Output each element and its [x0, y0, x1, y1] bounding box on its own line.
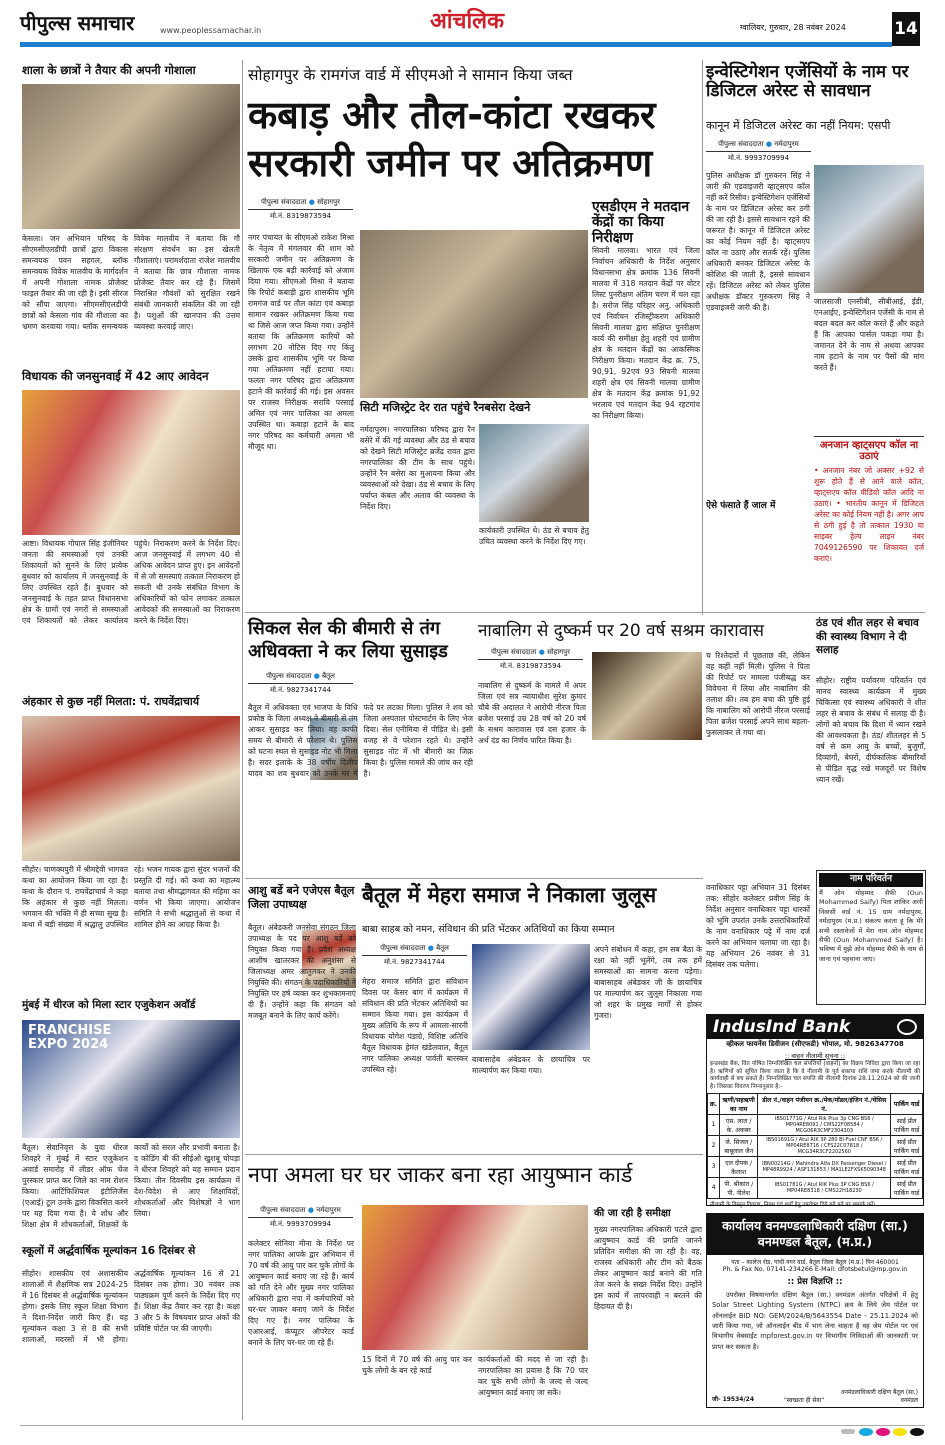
award-body: बैतूल। सेवानिवृत्त के युवा धीरज शिवहरे ने मुंबई में स्टार एजुकेशन अवार्ड समारोह में लीडर ऑफ चेंज पुरस्कार प्राप्त कर जिले का नाम रोशन किया। आर्टिफिशियल इंटीलिजेंस (एआई) टूल उनके द्वारा विकसित करने पर यह दिया गया है। ये शोध और शिक्षा क्षेत्र में शोधकर्ताओं, शिक्षकों के कार्यों को सरल और प्रभावी बनाता है। द कोडिंग बी की सीईओ खुशबू चोपड़ा ने धीरज शिवहरे को यह सम्मान प्रदान किया। तीन दिवसीय इस कार्यक्रम में देश-विदेश से आए शिक्षाविदों, शोधकर्ताओं और विशेषज्ञों ने भाग लिया।	[22, 1143, 240, 1229]
lead-photo	[360, 230, 588, 398]
byline-mobile: मो.नं. 9993709994	[727, 154, 790, 162]
rainbasera-body: नर्मदापुरम। नगरपालिका परिषद द्वारा रैन बसेरे में की गई व्यवस्था और ठंड से बचाव को देखने सिटी मजिस्ट्रेट ब्रजेंद्र रावत द्वारा नगरपालिका की टीम के साथ पहुंचे। उन्होंने रैन बसेरा का मुआयना किया और व्यवस्थाओं को देखा। ठंड से बचाव के लिए पर्याप्त कंबल और अलाव की व्यवस्था के निर्देश दिए।	[360, 425, 475, 511]
forest-ad-body: उपरोक्त विषयान्तर्गत दक्षिण बैतूल (सा.) वनमंडल अंतर्गत परिक्षेत्रों में हेतु Solar Street Lighting System (NTPC) क्रय के लिये जेम पोर्टल पर ऑनलाईन BID NO: GEM/2024/B/5643554 Date - 25.11.2024 को जारी किया गया, जो ऑनलाईन बीड में भाग लेना चाहता है वह जेम पोर्टल पर एवं विभागीय वेबसाईट mpforest.gov.in पर विभागीय निविदाओं की जानकारी पर प्राप्त कर सकता है।	[712, 1290, 918, 1351]
byline-place: सोहागपुर	[547, 648, 570, 656]
van-adhikar-body: वनाधिकार पट्टा अभियान 31 दिसंबर तक: सीहोर कलेक्टर प्रवीण सिंह के निर्देश अनुसार वनाधिकार पट्टा धारकों को भूमि उपरांत उनके उत्तराधिकारियों के नाम वनाधिकार पट्टे में नाम दर्ज करने का अभियान चलाया जा रहा है। यह अभियान 26 नवंबर से 31 दिसंबर तक चलेगा।	[706, 883, 810, 969]
website-link[interactable]: www.peoplessamachar.in	[160, 26, 262, 35]
digital-arrest-body: पुलिस अधीक्षक डॉ गुरुकरन सिंह ने जारी की एडवाइजरी व्हाट्सएप कॉल नहीं करें रिसीव। इन्वेस्टिगेशन एजेंसियों के नाम पर डिजिटल अरेस्ट कर ठगी की जा रही है। इससे सावधान रहने की जरूरत है। कानून में डिजिटल अरेस्ट का कोई नियम नहीं है। व्हाट्सएप कॉल ना उठाएं और सतर्क रहें। पुलिस अधिकारी बनकर डिजिटल अरेस्ट के कोशिश की जाती है, इससे सावधान रहें। डिजिटल अरेस्ट को लेकर पुलिस अधीक्षक डॉक्टर गुरुकरण सिंह ने एडवाइजरी जारी की है।	[706, 171, 810, 312]
exams-body: सीहोर। शासकीय एवं अशासकीय शालाओं में शैक्षणिक सत्र 2024-25 में 16 दिसंबर से अर्द्धवार्षिक मूल्यांकन होगा। इसके लिए स्कूल शिक्षा विभाग ने दिशा-निर्देश जारी किए हैं। यह मूल्यांकन कक्षा 3 से 8 की सभी शालाओं, मदरसों में भी होगा। अर्द्धवार्षिक मूल्यांकन 16 से 21 दिसंबर तक होगा। 30 नवंबर तक पाठ्यक्रम पूर्ण करने के निर्देश दिए गए हैं। शिक्षा केंद्र तैयार कर रहा है। कक्षा 3 और 5 के विषयवार प्राप्त अंकों की प्रविष्टि पोर्टल पर की जाएगी।	[22, 1269, 240, 1344]
award-photo	[22, 1020, 240, 1138]
mehra-body2: अपने संबोधन में कहा, हम सब बैठा के रक्षा को नहीं भूलेंगे, तब तक हमें समस्याओं का सामना करना पड़ेगा। बाबासाहब अंबेडकर जी के छायाचित्र पर माल्यार्पण कर जुलूस निकाला गया जो शहर के प्रमुख मार्गों से होकर गुजरा।	[594, 945, 702, 1020]
jansunvai-body: आष्टा। विधायक गोपाल सिंह इंजीनियर जनता की समस्याओं एवं उनकी शिकायतों को सुनने के लिए प्रत्येक बुधवार को कार्यालय में जनसुनवाई के लिए उपस्थित रहते हैं। बुधवार को जनसुनवाई के तहत प्राप्त विधानसभा क्षेत्र के ग्रामों एवं नगरों से समस्याओं एवं शिकायतों को लेकर कार्यालय पहुंचे। निराकरण करने के निर्देश दिए। आज जनसुनवाई में लगभग 40 से अधिक आवेदन प्राप्त हुए। इन आवेदनों में से जो समस्याएं तत्काल निराकरण हो सकती थी उनके संबंधित विभाग के अधिकारियों को फोन लगाकर तत्काल आवेदकों की समस्याओं का निराकरण करने के निर्देश दिए।	[22, 539, 240, 625]
cell: 1	[708, 1114, 720, 1135]
byline-reporter: पीपुल्स संवाददाता	[380, 944, 426, 952]
color-mark-magenta	[876, 1428, 890, 1436]
table-header-row	[708, 1093, 923, 1114]
ahankar-body: सीहोर। चाणक्यपुरी में श्रीमद्देवी भागवत कथा का आयोजन किया जा रहा है। कथा के दौरान पं. राघवेंद्राचार्य ने कहा कि अहंकार से कुछ नहीं मिलता। भगवान की भक्ति में ही सच्चा सुख है। कथा में बड़ी संख्या में श्रद्धालु उपस्थित रहे। भजन गायक द्वारा सुंदर भजनों की प्रस्तुति दी गई। को कथा का महात्म्य बताया तथा श्रीमद्भागवत की महिमा का वर्णन भी किया जाएगा। आयोजन समिति ने सभी श्रद्धालुओं से कथा में शामिल होने का आग्रह किया है।	[22, 865, 240, 929]
row-divider	[245, 878, 703, 879]
cell: IBS01771G / Atul Rik Plus 3p CNG BS6 / MP04RE8091 / CMS22F08584 / MCG06R3CMF2304303	[758, 1114, 891, 1135]
forest-ad-slogan: "स्वच्छता ही सेवा"	[784, 1397, 825, 1404]
indusind-notice-title: :: वाहन नीलामी सूचना ::	[784, 1051, 846, 1060]
byline-reporter: पीपुल्स संवाददाता	[491, 648, 537, 656]
indusind-banner	[707, 1015, 923, 1039]
nabalig-body2: च रिश्तेदारों में पूछताछ की, लेकिन वह कहीं नहीं मिली। पुलिस ने पिता की रिपोर्ट पर मामला पंजीबद्ध कर विवेचना में लिया और नाबालिग की तलाश की। तब हम बचा की पुष्टि हुई कि नाबालिग को आरोपी नीरज परसाई पिता ब्रजेश परसाई अपने साथ बहला-फुसलाकर ले गया था।	[706, 651, 810, 737]
forest-ad-signatory: वनमंडलाधिकारी दक्षिण बैतूल (सा.) वनमंडल	[841, 1389, 918, 1404]
byline-mobile: मो.नं. 8319873594	[269, 212, 332, 220]
court-gavel-photo	[592, 652, 702, 740]
byline-mobile: मो.नं. 8319873594	[499, 662, 562, 670]
mehra-photo	[472, 944, 590, 1050]
indusind-auction-ad	[706, 1014, 924, 1206]
byline-reporter: पीपुल्स संवाददाता	[266, 672, 312, 680]
ayushman-body: कलेक्टर सोनिया मीना के निर्देश पर नगर पालिका आपके द्वार अभियान में 70 वर्ष की आयु पार कर चुके लोगों के आयुष्मान कार्ड बनाए जा रहे हैं। कार्य को गति देने और मुख्य नगर पालिका अधिकारी द्वारा नपा में कर्मचारियों को घर-घर जाकर बनाए जाने के निर्देश दिए गए हैं। नगर पालिका के एआरआई, कंप्यूटर ऑपरेटर कार्ड बनाने के लिए घर-घर जा रहे हैं।	[248, 1239, 354, 1347]
lead-headline: कबाड़ और तौल-कांटा रखकर सरकारी जमीन पर अतिक्रमण	[248, 93, 656, 185]
forest-office-ad	[706, 1213, 924, 1408]
nabalig-byline: पीपुल्स संवाददाता ● सोहागपुर मो.नं. 8319873594	[478, 648, 583, 671]
col-header: ऋणी/सहऋणी का नाम	[720, 1093, 758, 1114]
registration-rule	[20, 1425, 925, 1426]
section-title: आंचलिक	[430, 9, 504, 34]
cell: साईं प्रीत पार्किंग यार्ड	[891, 1156, 923, 1177]
ayushman-side-body: मुख्य नगरपालिका अधिकारी पटले द्वारा आयुष्मान कार्ड की प्रगति जानने प्रतिदिन समीक्षा की जा रही है। वह, राजस्व अधिकारी और टीम को बैठक लेकर आयुष्मान कार्ड बनाने की गति तेज करने के सख्त निर्देश दिए। उन्होंने इस कार्य में लापरवाही न बरतने की हिदायत दी है।	[594, 1225, 702, 1311]
byline-mobile: मो.नं. 9993709994	[269, 1220, 332, 1228]
table-row	[708, 1114, 923, 1135]
sdm-headline: एसडीएम ने मतदान केंद्रों का किया निरीक्षण	[592, 199, 690, 246]
digital-arrest-headline: इन्वेस्टिगेशन एजेंसियों के नाम पर डिजिटल अरेस्ट से सावधान	[706, 62, 909, 101]
indusind-bank-name: IndusInd Bank	[713, 1017, 851, 1037]
dateline: ग्वालियर, गुरुवार, 28 नवंबर 2024	[740, 23, 846, 32]
indusind-auction-table	[707, 1093, 923, 1199]
digital-arrest-byline: पीपुल्स संवाददाता ● नर्मदापुरम मो.नं. 9993709994	[706, 140, 811, 163]
name-change-body: मैं ओन मोहम्मद सैफी (Oun Mohammed Saify) पिता शाकिर अली निवासी वार्ड नं. 15 ग्राम नर्मदापुरम, नर्मदापुरम (म.प्र.) संकल्प करता हूं कि मेरे सभी दस्तावेजों में मेरा नाम ओन मोहम्मद सैफी (Oun Mohammed Saify) है। भविष्य में मुझे ओन मोहम्मद सैफी के नाम से जाना एवं पहचाना जाए।	[819, 888, 923, 963]
cell: साईं प्रीत पार्किंग यार्ड	[891, 1114, 923, 1135]
cell: IBN00214G / Mahindra Alfa DX Passenger Diesel / MP48R9924 / ASF131853 / MA1LE2FXSK5090348	[758, 1156, 891, 1177]
byline-place: नर्मदापुरम	[774, 140, 799, 148]
row-divider	[245, 1154, 703, 1155]
nabalig-body: नाबालिग से दुष्कर्म के मामले में अपर जिला एवं सत्र न्यायाधीश सुरेश कुमार चौबे की अदालत ने आरोपी नीरज पिता ब्रजेश परसाई उम्र 28 वर्ष को 20 वर्ष के सश्रम कारावास एवं दस हजार के अर्थ दंड का निर्णय पारित किया है।	[478, 681, 586, 745]
forest-ad-address: पता – कालेज रोड, गांधी नगर वार्ड, बैतूल जिला बैतूल (म.प्र.) पिन 460001	[731, 1258, 899, 1266]
rainbasera-headline: सिटी मजिस्ट्रेट देर रात पहुंचे रैनबसेरा देखने	[360, 401, 531, 414]
byline-reporter: पीपुल्स संवाददाता	[261, 198, 307, 206]
forest-ad-notice-title: :: प्रेस विज्ञप्ति ::	[787, 1276, 843, 1287]
cell: एल दीपक / कैलाश	[720, 1156, 758, 1177]
ayushman-photo	[362, 1205, 588, 1350]
byline-place: बैतूल	[322, 672, 335, 680]
ayushman-side-headline: की जा रही है समीक्षा	[594, 1208, 671, 1219]
indusind-intro: इन्डसइंड बैंक, वित पोषित निम्नलिखित चल संपत्तियों (वाहनों) का विक्रय निविदा द्वारा किया जा रहा है। ऋणियों को सूचित किया जाता है कि वे नीलामी के पूर्व बकाया राशि जमा करके नीलामी की कार्यवाही से बच सकते हैं। निम्नलिखित चल संपत्ति की नीलामी दिनांक 28.11.2024 को की जानी है। जिसका विवरण निम्नानुसार है:-	[710, 1060, 920, 1091]
mehra-headline: बैतूल में मेहरा समाज ने निकाला जुलूस	[362, 883, 657, 907]
ahankar-headline: अंहकार से कुछ नहीं मिलता: पं. राघवेंद्राचार्य	[22, 695, 200, 708]
newspaper-logo: पीपुल्स समाचार	[20, 11, 135, 35]
indusind-footer: नीलामी के विस्तृत विवरण, नियम एवं शर्तों हेतु उपरोक्त दिये गये पते पर सम्पर्क करें।	[710, 1201, 876, 1208]
row-divider	[245, 612, 925, 613]
cell: एस. लाल / के. अकबर	[720, 1114, 758, 1135]
color-mark-yellow	[893, 1428, 907, 1436]
mehra-caption: बाबासाहेब अंबेडकर के छायाचित्र पर माल्यार्पण कर किया गया।	[472, 1055, 590, 1075]
table-row	[708, 1135, 923, 1156]
ahankar-photo	[22, 716, 240, 861]
whatsapp-tip-box	[814, 436, 924, 606]
forest-ad-contact: Ph. & Fax No. 07141-234266 E-Mail: dfotsbetul@mp.gov.in	[722, 1265, 908, 1273]
sickle-cell-headline: सिकल सेल की बीमारी से तंग अधिवक्ता ने कर लिया सुसाइड	[248, 618, 448, 663]
digital-arrest-subhead2: ऐसे फंसाते हैं जाल में	[706, 501, 776, 511]
byline-mobile: मो.नं. 9827341744	[383, 958, 446, 966]
lead-body: नगर पंचायत के सीएमओ राकेश मिश्रा के नेतृत्व में मंगलवार की शाम को सरकारी जमीन पर अतिक्रमण के खिलाफ एक बड़ी कार्रवाई को अंजाम दिया गया। सीएमओ मिश्रा ने बताया कि रिपोर्ट कबाड़ी द्वारा शासकीय भूमि रामगंज वार्ड पर तौल कांटा एवं कबाड़ा सामान रखकर अतिक्रमण किया गया था जिसे आज जप्त किया गया। उन्होंने बताया कि अतिक्रमण कारियों को लगभग 20 नोटिस दिए गए किंतु उसके द्वारा शासकीय भूमि पर किया गया अतिक्रमण नहीं हटाया गया। फलतः नगर परिषद द्वारा अतिक्रमण हटाने की कार्रवाई की गई। इस अवसर पर राजस्व निरीक्षक सरायि परसाई अमित एवं नगर पालिका का अमला उपस्थित था। कबाड़ा हटाने के बाद नगर परिषद का कर्मचारी अमला भी मौजूद था।	[248, 233, 354, 451]
cell: 3	[708, 1156, 720, 1177]
exams-headline: स्कूलों में अर्द्धवार्षिक मूल्यांकन 16 दिसंबर से	[22, 1245, 196, 1257]
rainbasera-caption: कार्यकारी उपस्थित थे। ठंड से बचाव हेतु उचित व्यवस्था करने के निर्देश दिए गए।	[479, 526, 589, 546]
mehra-body: मेहरा समाज समिति द्वारा संविधान दिवस पर केसर बाग में कार्यक्रम में संविधान की प्रति भेंटकर अतिथियों का सम्मान किया गया। इस कार्यक्रम में मुख्य अतिथि के रूप में आमला-सारनी विधायक योगेश पंडाग्रे, विशिष्ट अतिथि बैतूल विधायक हेमंत खंडेलवाल, बैतूल नगर पालिका अध्यक्ष पार्वती बारस्कर उपस्थित रहे।	[362, 977, 468, 1074]
mehra-subhead: बाबा साहब को नमन, संविधान की प्रति भेंटकर अतिथियों का किया सम्मान	[362, 924, 615, 935]
lead-kicker: सोहागपुर के रामगंज वार्ड में सीएमओ ने सामान किया जब्त	[248, 66, 573, 84]
award-photo-banner: FRANCHISE EXPO 2024	[28, 1023, 112, 1053]
award-headline: मुंबई में धीरज को मिला स्टार एजुकेशन अवॉर्ड	[22, 999, 196, 1011]
byline-place: बैतूल	[436, 944, 449, 952]
ayushman-byline: पीपुल्स संवाददाता ● नर्मदापुरम मो.नं. 9993709994	[248, 1206, 353, 1229]
cell: साईं प्रीत पार्किंग यार्ड	[891, 1135, 923, 1156]
color-mark-gray	[841, 1429, 855, 1434]
mehra-byline: पीपुल्स संवाददाता ● बैतूल मो.नं. 9827341744	[362, 944, 467, 967]
digital-arrest-body2: जालसाजी एनसीबी, सीबीआई, ईडी, एनआईए, इन्वेस्टिगेशन एजेंसी के नाम से बदल बदल कर कॉल करते हैं और कहते हैं कि आपका पार्सल पकड़ा गया है। जमानत देने के नाम से अथवा आपका नाम हटाने के नाम पर पैसों की मांग करते हैं।	[814, 297, 924, 372]
print-color-marks	[20, 1425, 925, 1437]
byline-mobile: मो.नं. 9827341744	[269, 686, 332, 694]
column-divider	[242, 60, 243, 1420]
page-number: 14	[892, 12, 920, 46]
cell: जे. सिजल / बाबूलाल जैन	[720, 1135, 758, 1156]
col-header: डील नं./वाहन पंजीयन क्र./मेक/मॉडल/इंजिन नं./चेसिस नं.	[758, 1093, 891, 1114]
ashu-body: बैतूल। अंबेडकरी जनसेवा संगठन जिला उपाध्यक्ष के पद पर आशु बर्डे को नियुक्त किया गया है। प्रदेश अध्यक्ष आशीष खातरकर की अनुशंसा से जिलाध्यक्ष अमर आतुलकर ने उनकी नियुक्ति की। संगठन के पदाधिकारियों ने नियुक्ति पर हर्ष व्यक्त कर शुभकामनाएं दी हैं। उन्होंने कहा कि संगठन को मजबूत बनाने के लिए कार्य करेंगे।	[248, 923, 356, 1020]
ayushman-caption-1: 15 दिनों में 70 वर्ष की आयु पार कर चुके लोगों के बन रहे कार्ड	[362, 1355, 472, 1375]
table-row	[708, 1156, 923, 1177]
name-change-title: नाम परिवर्तन	[819, 873, 923, 887]
cell: पी. श्रीकांत / पी. नीलेश	[720, 1177, 758, 1198]
sickle-cell-body: बैतूल में अधिवक्ता एवं भाजपा के विधि प्रकोष्ठ के जिला अध्यक्ष ने बीमारी से तंग आकर सुसाइड कर लिया। वह काफी समय से बीमारी से परेशान थे। पुलिस को घटना स्थल से सुसाइड नोट भी मिला है। सदर इलाके के 38 वर्षीय दिलीप यादव का शव बुधवार को उनके घर में फंदे पर लटका मिला। पुलिस ने शव को जिला अस्पताल पोस्टमार्टम के लिए भेज दिया। सेल एनीमिया से पीड़ित थे। इसी वजह से वे परेशान रहते थे। उन्होंने सुसाइड नोट में भी बीमारी का जिक्र किया है। पुलिस मामले की जांच कर रही है।	[248, 703, 473, 778]
forest-ad-ref: जी- 19534/24	[712, 1396, 755, 1404]
lead-byline: पीपुल्स संवाददाता ● सोहागपुर मो.नं. 8319873594	[248, 198, 353, 221]
byline-reporter: पीपुल्स संवाददाता	[260, 1206, 306, 1214]
cell: 2	[708, 1135, 720, 1156]
ayushman-headline: नपा अमला घर घर जाकर बना रहा आयुष्मान कार्ड	[248, 1163, 633, 1188]
color-mark-cyan	[859, 1428, 873, 1436]
forest-ad-title: कार्यालय वनमण्डलाधिकारी दक्षिण (सा.) वनमण्डल बैतूल, (म.प्र.)	[707, 1214, 923, 1255]
nabalig-headline: नाबालिग से दुष्कर्म पर 20 वर्ष सश्रम कारावास	[478, 621, 765, 641]
jansunvai-headline: विधायक की जनसुनवाई में 42 आए आवेदन	[22, 369, 209, 383]
sp-portrait-photo	[814, 165, 924, 293]
jansunvai-photo	[22, 390, 240, 535]
name-change-notice	[816, 870, 926, 1005]
table-row	[708, 1177, 923, 1198]
cell: 4	[708, 1177, 720, 1198]
cell: साईं प्रीत पार्किंग यार्ड	[891, 1177, 923, 1198]
ashu-headline: आशु बर्डे बने एजेएस बैतूल जिला उपाध्यक्ष	[248, 884, 355, 912]
indusind-logo-icon	[897, 1019, 917, 1035]
col-header: पार्किंग यार्ड	[891, 1093, 923, 1114]
color-mark-black	[910, 1428, 924, 1436]
indusind-division: व्हीकल फायनेंस डिवीजन (सीएफडी) भोपाल, मो. 9826347708	[726, 1040, 904, 1048]
tip-box-body: • अनजान नंबर जो अक्सर +92 से शुरू होते हैं से आने वाले कॉल, व्हाट्सएप कॉल वीडियो कॉल आदि ना उठाएं। • भारतीय कानून में डिजिटल अरेस्ट का कोई नियम नहीं है। अगर आप से ठगी हुई है तो तत्काल 1930 या साइबर हेल्प लाइन नंबर 7049126590 पर शिकायत दर्ज कराएं।	[814, 466, 924, 563]
byline-place: सोहागपुर	[317, 198, 340, 206]
col-header: क्र.	[708, 1093, 720, 1114]
byline-reporter: पीपुल्स संवाददाता	[718, 140, 764, 148]
column-divider	[702, 60, 703, 615]
thand-headline: ठंड एवं शीत लहर से बचाव की स्वास्थ्य विभाग ने दी सलाह	[816, 617, 919, 657]
byline-place: नर्मदापुरम	[316, 1206, 341, 1214]
cell: IBS01691G / Atul RIK 3P 280 Bi-Fuel CNF BS6 / MP04RE8716 / CFS22C07818 / MCG34R3CF2202560	[758, 1135, 891, 1156]
sdm-body: सिवनी मालवा। भारत एवं जिला निर्वाचन अधिकारी के निर्देश अनुसार विधानसभा क्षेत्र क्रमांक 136 सिवनी मालवा में 318 मतदान केंद्रों पर वोटर लिस्ट पुनरीक्षण अंतिम चरण में चल रहा है। सरोज सिंह परिहार अनु. अधिकारी एवं निर्वाचन रजिस्ट्रीकरण अधिकारी सिवनी मालवा द्वारा संक्षिप्त पुनरीक्षण कार्य की समीक्षा हेतु शहरी एवं ग्रामीण क्षेत्र के मतदान केंद्रों का आकस्मिक निरीक्षण किया। मतदान केंद्र क्र. 75, 90,91, 92एवं 93 सिवनी मालवा शहरी क्षेत्र एवं सिवनी मालवा ग्रामीण क्षेत्र के मतदान केंद्र क्रमांक 91,92 भरलाय एवं मतदान केंद्र 94 रहटगांव का निरीक्षण किया।	[592, 246, 700, 420]
rainbasera-photo	[479, 424, 589, 522]
goshala-photo	[22, 84, 240, 229]
header-rule	[20, 42, 892, 47]
goshala-headline: शाला के छात्रों ने तैयार की अपनी गोशाला	[22, 63, 196, 77]
sickle-cell-byline: पीपुल्स संवाददाता ● बैतूल मो.नं. 9827341744	[248, 672, 353, 695]
goshala-body: केसला। जन अभियान परिषद के सीएमसीएलडीपी छात्रों द्वारा विकास समन्वयक पवन सहगल, ब्लॉक समन्वयक विवेक मालवीय के मार्गदर्शन में अपनी गोशाला नामक प्रोजेक्ट फाइल तैयार की जा रही है। इसी सीरज को सौंपा जाएगा। सीएमसीएलडीपी छात्रों को केसला गांव की गौशाला का भ्रमण करवाया गया। ब्लॉक समन्वयक विवेक मालवीय ने बताया कि गौ संरक्षण संवर्धन का इस खेलती गौशालाएं। परामर्शदाता राजेश मालवीय ने बताया कि छात्र गौशाला नामक प्रोजेक्ट तैयार कर रहे हैं। जिसमें निराश्रित गौवंशों को सुरक्षित रखने संबंधी जानकारी संकलित की जा रही है। पशुओं की खानपान की उत्तम व्यवस्था करवाई जाए।	[22, 234, 240, 331]
cell: IBS01781G / Atul RIK Plus 3P CNG BS6 / MP04RE8318 / CMS22H18230	[758, 1177, 891, 1198]
thand-body: सीहोर। राष्ट्रीय पर्यावरण परिवर्तन एवं मानव स्वास्थ्य कार्यक्रम में मुख्य चिकित्सा एवं स्वास्थ्य अधिकारी ने शीत लहर से बचाव के संबंध में सलाह दी है। लोगों को बचाव कि दिशा में ध्यान रखने की आवश्यकता है। ठंड/ शीतलहर से 5 वर्ष से कम आयु के बच्चों, बुजुर्गों, दिव्यांगों, बेघरों, दीर्घकालिक बीमारियों से पीड़ित वृद्ध रखे मजदूरों पर विशेष ध्यान रखें।	[816, 676, 926, 784]
masthead	[20, 8, 925, 46]
ayushman-caption-2: कार्यकर्ताओं की मदद से जा रही है। नगरपालिका का प्रयास है कि 70 पार कर चुके सभी लोगों के जल्द से जल्द आयुष्मान कार्ड बनाए जा सकें।	[478, 1355, 588, 1397]
tip-box-title: अनजान व्हाट्सएप कॉल ना उठाएं	[819, 440, 919, 462]
digital-arrest-subhead: कानून में डिजिटल अरेस्ट का नहीं नियम: एसपी	[706, 119, 891, 132]
